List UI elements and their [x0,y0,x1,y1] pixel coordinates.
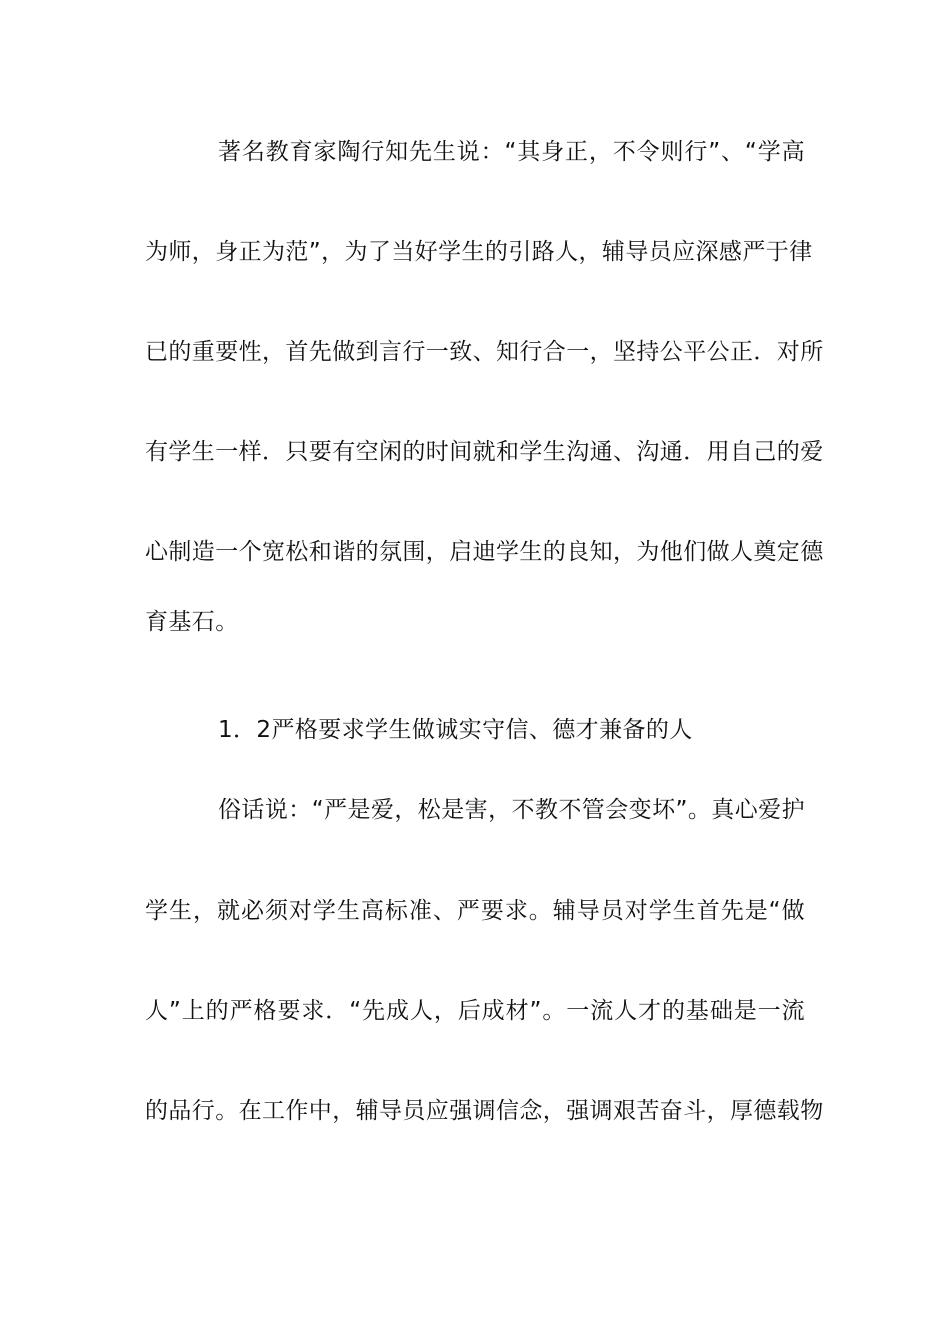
paragraph-1-line-2: 为师，身正为范”，为了当好学生的引路人，辅导员应深感严于律 [145,239,813,265]
paragraph-1-line-3: 已的重要性，首先做到言行一致、知行合一，坚持公平公正．对所 [145,339,824,365]
paragraph-2-line-2: 学生，就必须对学生高标准、严要求。辅导员对学生首先是“做 [145,898,805,924]
paragraph-2-line-4: 的品行。在工作中，辅导员应强调信念，强调艰苦奋斗，厚德载物 [145,1098,824,1124]
paragraph-1-line-5: 心制造一个宽松和谐的氛围，启迪学生的良知，为他们做人奠定德 [145,539,824,565]
paragraph-1-line-6: 育基石。 [145,609,239,635]
paragraph-1-line-1: 著名教育家陶行知先生说：“其身正，不令则行”、“学高 [218,139,805,165]
paragraph-2-line-1: 俗话说：“严是爱，松是害，不教不管会变坏”。真心爱护 [218,797,805,823]
section-heading: 1．2严格要求学生做诚实守信、德才兼备的人 [218,717,693,743]
paragraph-2-line-3: 人”上的严格要求．“先成人，后成材”。一流人才的基础是一流 [145,998,805,1024]
paragraph-1-line-4: 有学生一样．只要有空闲的时间就和学生沟通、沟通．用自己的爱 [145,439,824,465]
